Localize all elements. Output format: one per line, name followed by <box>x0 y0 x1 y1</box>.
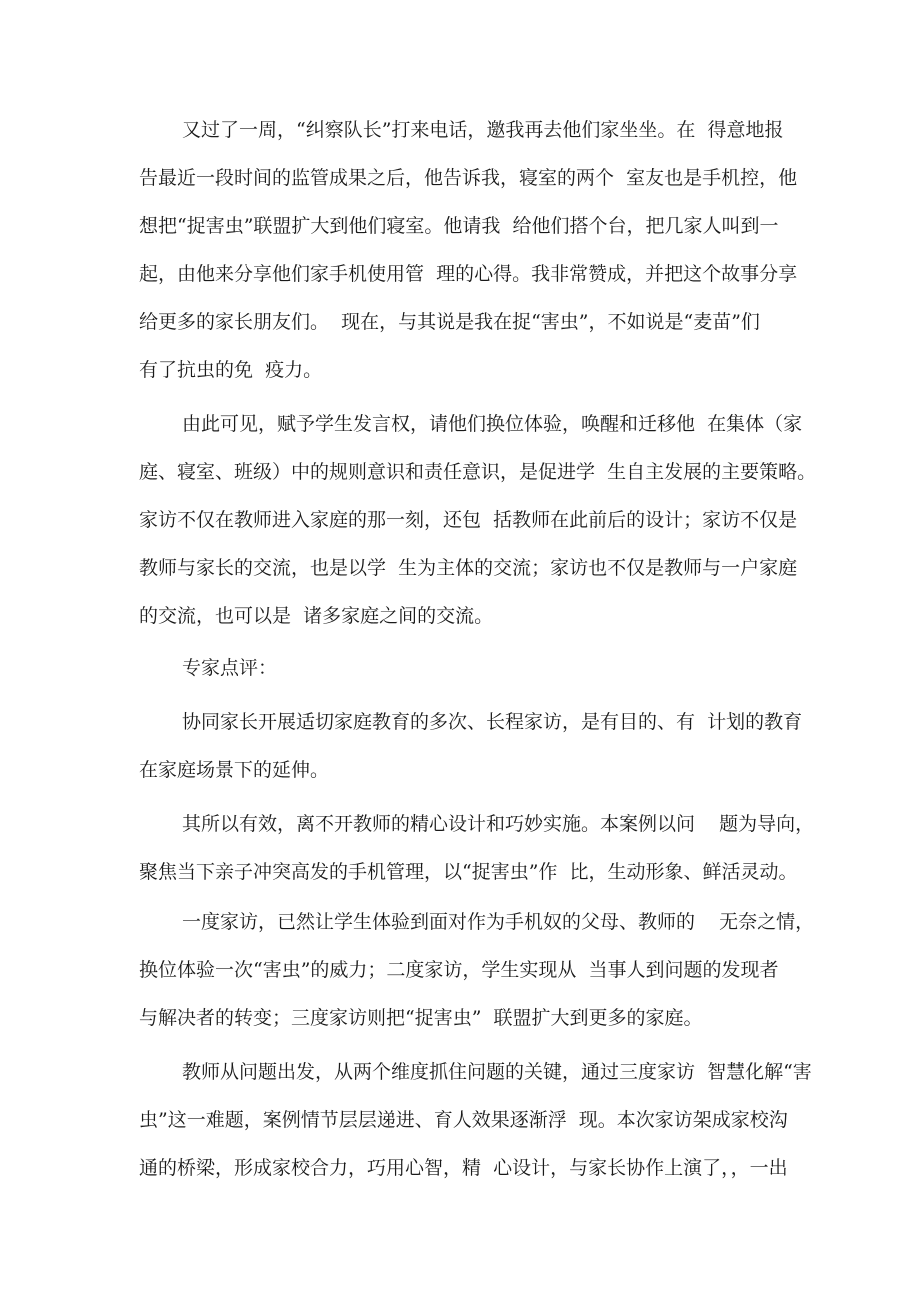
text-line-7: 由此可见，赋予学生发言权，请他们换位体验，唤醒和迁移他 在集体（家 <box>182 413 803 435</box>
section-heading-expert-comment: 专家点评： <box>182 657 278 679</box>
text-line-19: 与解决者的转变；三度家访则把“捉害虫” 联盟扩大到更多的家庭。 <box>139 1007 703 1029</box>
text-line-13: 协同家长开展适切家庭教育的多次、长程家访，是有目的、有 计划的教育 <box>182 711 803 733</box>
text-line-17: 一度家访，已然让学生体验到面对作为手机奴的父母、教师的 无奈之情， <box>182 911 815 933</box>
text-line-1: 又过了一周，“纠察队长”打来电话，邀我再去他们家坐坐。在 得意地报 <box>182 119 784 141</box>
text-line-15: 其所以有效，离不开教师的精心设计和巧妙实施。本案例以问 题为导向， <box>182 813 815 835</box>
text-line-18: 换位体验一次“害虫”的威力；二度家访，学生实现从 当事人到问题的发现者 <box>139 959 779 981</box>
text-line-6: 有了抗虫的免 疫力。 <box>139 359 323 381</box>
text-line-20: 教师从问题出发，从两个维度抓住问题的关键，通过三度家访 智慧化解“害 <box>182 1061 812 1083</box>
text-line-22: 通的桥梁，形成家校合力，巧用心智，精 心设计，与家长协作上演了，，一出 <box>139 1157 788 1179</box>
text-line-21: 虫”这一难题，案例情节层层递进、育人效果逐渐浮 现。本次家访架成家校沟 <box>139 1109 788 1131</box>
text-line-16: 聚焦当下亲子冲突高发的手机管理，以“捉害虫”作 比，生动形象、鲜活灵动。 <box>139 861 798 883</box>
text-line-2: 告最近一段时间的监管成果之后，他告诉我，寝室的两个 室友也是手机控，他 <box>139 167 798 189</box>
text-line-5: 给更多的家长朋友们。 现在，与其说是我在捉“害虫”，不如说是“麦苗”们 <box>139 311 760 333</box>
text-line-14: 在家庭场景下的延伸。 <box>139 759 330 781</box>
text-line-11: 的交流，也可以是 诸多家庭之间的交流。 <box>139 605 494 627</box>
text-line-4: 起，由他来分享他们家手机使用管 理的心得。我非常赞成，并把这个故事分享 <box>139 263 798 285</box>
text-line-3: 想把“捉害虫”联盟扩大到他们寝室。他请我 给他们搭个台，把几家人叫到一 <box>139 215 779 237</box>
text-line-9: 家访不仅在教师进入家庭的那一刻，还包 括教师在此前后的设计；家访不仅是 <box>139 509 798 531</box>
text-line-10: 教师与家长的交流，也是以学 生为主体的交流；家访也不仅是教师与一户家庭 <box>139 557 798 579</box>
text-line-8: 庭、寝室、班级）中的规则意识和责任意识，是促进学 生自主发展的主要策略。 <box>139 461 817 483</box>
